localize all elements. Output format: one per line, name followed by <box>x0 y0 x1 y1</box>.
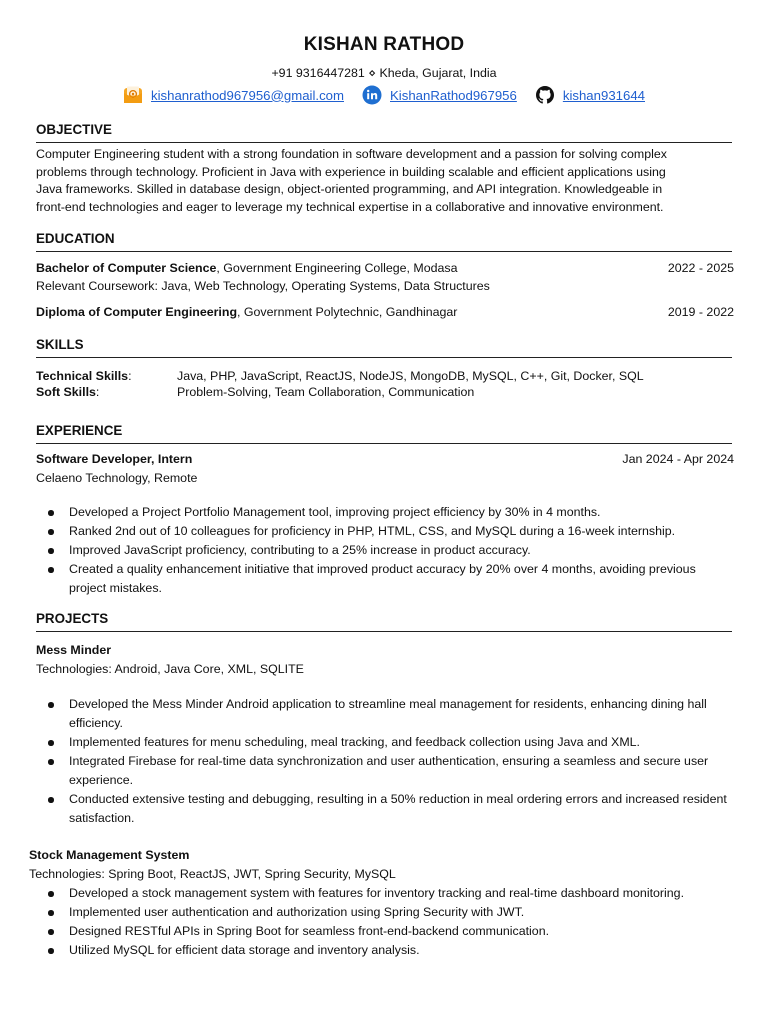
candidate-name: KISHAN RATHOD <box>303 34 465 55</box>
projects-heading: PROJECTS <box>36 611 732 632</box>
project-bullets <box>36 695 742 828</box>
list-item: Developed a stock management system with features for inventory tracking and real-time dashboard monitoring. <box>36 884 748 903</box>
list-item: Created a quality enhancement initiative that improved product accuracy by 20% over 4 months, avoiding previous project mistakes. <box>36 560 736 598</box>
degree-name: Bachelor of Computer Science <box>36 261 217 275</box>
email-link[interactable]: kishanrathod967956@gmail.com <box>151 87 344 103</box>
github-link-item <box>535 85 645 105</box>
contact-line: +91 9316447281 ⋄ Kheda, Gujarat, India <box>271 66 497 80</box>
linkedin-icon <box>362 85 382 105</box>
company-name: Celaeno Technology, Remote <box>36 471 198 485</box>
list-item: Designed RESTful APIs in Spring Boot for seamless front-end-backend communication. <box>36 922 748 941</box>
project-name: Mess Minder <box>36 643 112 657</box>
list-item: Utilized MySQL for efficient data storage and inventory analysis. <box>36 941 748 960</box>
institution-name: , Government Engineering College, Modasa <box>216 261 458 275</box>
education-years: 2022 - 2025 <box>667 261 734 275</box>
list-item: Integrated Firebase for real-time data synchronization and user authentication, ensuring a seamless and secure user experience. <box>36 752 742 790</box>
list-item: Implemented features for menu scheduling, meal tracking, and feedback collection using Java and XML. <box>36 733 742 752</box>
project-technologies: Technologies: Android, Java Core, XML, SQLITE <box>36 662 304 676</box>
skill-value: Java, PHP, JavaScript, ReactJS, NodeJS, MongoDB, MySQL, C++, Git, Docker, SQL <box>177 369 644 383</box>
linkedin-link[interactable]: KishanRathod967956 <box>390 87 517 103</box>
list-item: Developed the Mess Minder Android application to streamline meal management for residents, enhancing dining hall efficiency. <box>36 695 742 733</box>
skill-label: Soft Skills <box>36 385 96 399</box>
github-link[interactable]: kishan931644 <box>562 87 645 103</box>
contact-links <box>0 85 768 105</box>
skills-heading: SKILLS <box>36 337 732 358</box>
project-technologies: Technologies: Spring Boot, ReactJS, JWT, Spring Security, MySQL <box>29 867 396 881</box>
institution-name: , Government Polytechnic, Gandhinagar <box>237 305 458 319</box>
list-item: Developed a Project Portfolio Management tool, improving project efficiency by 30% in 4 months. <box>36 503 736 522</box>
job-title: Software Developer, Intern <box>36 452 193 466</box>
email-link-item <box>123 85 344 105</box>
email-icon <box>123 85 143 105</box>
objective-line: front-end technologies and eager to leverage my technical expertise in a collaborative and innovative environment. <box>36 199 664 214</box>
project-name: Stock Management System <box>29 848 190 862</box>
objective-text <box>36 146 736 216</box>
objective-line: Java frameworks. Skilled in database design, object-oriented programming, and API integration. Knowledgeable in <box>36 182 663 197</box>
list-item: Improved JavaScript proficiency, contributing to a 25% increase in product accuracy. <box>36 541 736 560</box>
education-years: 2019 - 2022 <box>667 305 734 319</box>
list-item: Conducted extensive testing and debugging, resulting in a 50% reduction in meal ordering errors and increased resident satisfaction. <box>36 790 742 828</box>
degree-name: Diploma of Computer Engineering <box>36 305 238 319</box>
education-entry <box>36 304 734 321</box>
skill-colon: : <box>128 369 132 383</box>
education-heading: EDUCATION <box>36 231 732 252</box>
skill-label: Technical Skills <box>36 369 129 383</box>
linkedin-link-item <box>362 85 517 105</box>
list-item: Implemented user authentication and authorization using Spring Security with JWT. <box>36 903 748 922</box>
github-icon <box>535 85 555 105</box>
education-entry <box>36 260 734 277</box>
project-bullets <box>36 884 748 960</box>
objective-line: Computer Engineering student with a strong foundation in software development and a passion for solving complex <box>36 147 667 161</box>
list-item: Ranked 2nd out of 10 colleagues for proficiency in PHP, HTML, CSS, and MySQL during a 16-week internship. <box>36 522 736 541</box>
experience-bullets <box>36 503 736 598</box>
objective-line: problems through technology. Proficient in Java with experience in building scalable and efficient applications using <box>36 164 666 179</box>
objective-heading: OBJECTIVE <box>36 122 732 143</box>
skill-value: Problem-Solving, Team Collaboration, Communication <box>177 385 475 399</box>
job-dates: Jan 2024 - Apr 2024 <box>622 452 734 466</box>
experience-heading: EXPERIENCE <box>36 423 732 444</box>
skill-colon: : <box>95 385 100 399</box>
experience-role-row <box>36 451 734 468</box>
coursework-line: Relevant Coursework: Java, Web Technology, Operating Systems, Data Structures <box>36 279 490 293</box>
